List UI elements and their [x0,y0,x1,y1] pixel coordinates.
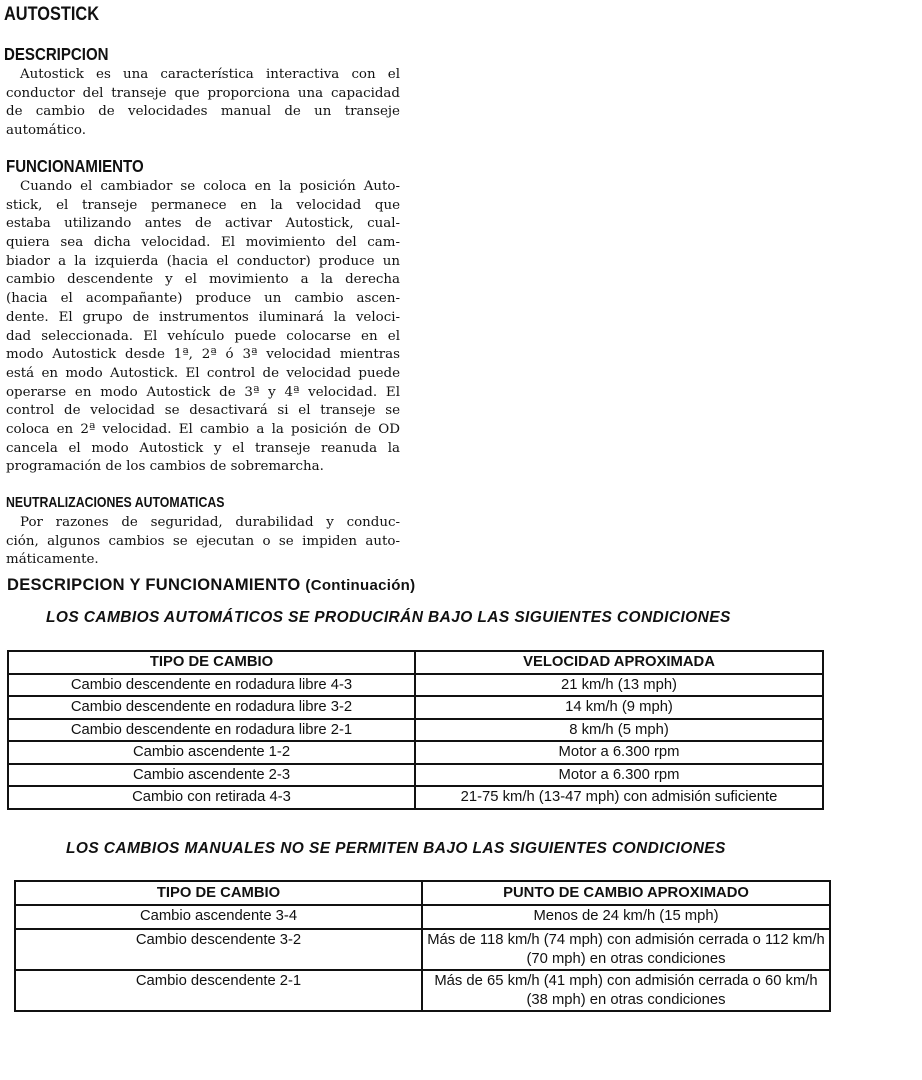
manual-shifts-caption: LOS CAMBIOS MANUALES NO SE PERMITEN BAJO LAS SIGUIENTES CONDICIONES [66,840,726,857]
speed-cell: Motor a 6.300 rpm [415,764,823,787]
text-line: stick, el transeje permanece en la velocidad que [6,197,400,213]
text-line: coloca en 2ª velocidad. El cambio a la posición de OD [6,421,400,437]
table-row [8,719,823,742]
shift-type-cell: Cambio ascendente 3-4 [15,905,422,929]
text-line: cambio descendente y el movimiento a la derecha [6,272,400,288]
shift-point-cell: Más de 118 km/h (74 mph) con admisión cerrada o 112 km/h (70 mph) en otras condiciones [422,929,830,970]
text-line: modo Autostick desde 1ª, 2ª ó 3ª velocidad mientras [6,347,400,363]
table-row [8,696,823,719]
page-title: AUTOSTICK [4,4,100,25]
text-line: quiera sea dicha velocidad. El movimiento del cam- [6,235,400,251]
shift-point-cell: Más de 65 km/h (41 mph) con admisión cerrada o 60 km/h (38 mph) en otras condiciones [422,970,830,1011]
shift-type-cell: Cambio descendente en rodadura libre 3-2 [8,696,415,719]
shift-type-cell: Cambio descendente en rodadura libre 4-3 [8,674,415,697]
text-line: Por razones de seguridad, durabilidad y conduc- [20,515,400,530]
text-line: (hacia el acompañante) produce un cambio ascen- [6,291,400,307]
text-line: control de velocidad se desactivará si el transeje se [6,403,400,419]
table-row [15,905,830,929]
column-header: PUNTO DE CAMBIO APROXIMADO [422,881,830,905]
table-row [8,674,823,697]
text-line: ción, algunos cambios se ejecutan o se impiden auto- [6,533,400,549]
shift-type-cell: Cambio ascendente 2-3 [8,764,415,787]
text-line: programación de los cambios de sobremarcha. [6,459,324,475]
shift-type-cell: Cambio descendente 3-2 [15,929,422,970]
speed-cell: Motor a 6.300 rpm [415,741,823,764]
text-line: dad seleccionada. El vehículo puede colocarse en el [6,328,400,344]
speed-cell: 14 km/h (9 mph) [415,696,823,719]
text-line: conductor del transeje que proporciona una capacidad [6,85,400,101]
table-row [8,764,823,787]
continuation-title: DESCRIPCION Y FUNCIONAMIENTO [7,576,301,594]
shift-type-cell: Cambio ascendente 1-2 [8,741,415,764]
column-header: TIPO DE CAMBIO [8,651,415,674]
shift-point-cell: Menos de 24 km/h (15 mph) [422,905,830,929]
speed-cell: 21 km/h (13 mph) [415,674,823,697]
text-line: máticamente. [6,552,99,568]
text-line: operarse en modo Autostick de 3ª y 4ª velocidad. El [6,384,400,400]
table-row [15,929,830,970]
text-line: estaba utilizando antes de activar Autostick, cual- [6,216,400,232]
table-header-row [8,651,823,674]
text-line: biador a la izquierda (hacia el conductor) produce un [6,253,400,269]
speed-cell: 8 km/h (5 mph) [415,719,823,742]
text-line: Autostick es una característica interactiva con el [20,67,400,82]
descripcion-heading: DESCRIPCION [4,44,109,64]
table-row [8,741,823,764]
table-header-row [15,881,830,905]
speed-cell: 21-75 km/h (13-47 mph) con admisión suficiente [415,786,823,809]
continuation-header [7,576,415,595]
descripcion-paragraph [6,66,400,141]
text-line: está en modo Autostick. El control de velocidad puede [6,365,400,381]
text-line: Cuando el cambiador se coloca en la posición Auto- [20,179,400,194]
shift-type-cell: Cambio con retirada 4-3 [8,786,415,809]
text-line: de cambio de velocidades manual de un transeje [6,104,400,120]
shift-type-cell: Cambio descendente 2-1 [15,970,422,1011]
neutralizaciones-heading: NEUTRALIZACIONES AUTOMATICAS [6,494,225,511]
neutralizaciones-paragraph [6,514,400,570]
column-header: VELOCIDAD APROXIMADA [415,651,823,674]
continuation-suffix: (Continuación) [305,577,416,594]
funcionamiento-heading: FUNCIONAMIENTO [6,156,144,176]
automatic-shifts-table [7,650,824,810]
manual-shifts-table [14,880,831,1012]
automatic-shifts-caption: LOS CAMBIOS AUTOMÁTICOS SE PRODUCIRÁN BAJO LAS SIGUIENTES CONDICIONES [46,609,731,626]
shift-type-cell: Cambio descendente en rodadura libre 2-1 [8,719,415,742]
table-row [15,970,830,1011]
table-row [8,786,823,809]
text-line: dente. El grupo de instrumentos iluminará la veloci- [6,309,400,325]
column-header: TIPO DE CAMBIO [15,881,422,905]
funcionamiento-paragraph [6,178,400,477]
text-line: automático. [6,123,86,139]
text-line: cancela el modo Autostick y el transeje reanuda la [6,440,400,456]
